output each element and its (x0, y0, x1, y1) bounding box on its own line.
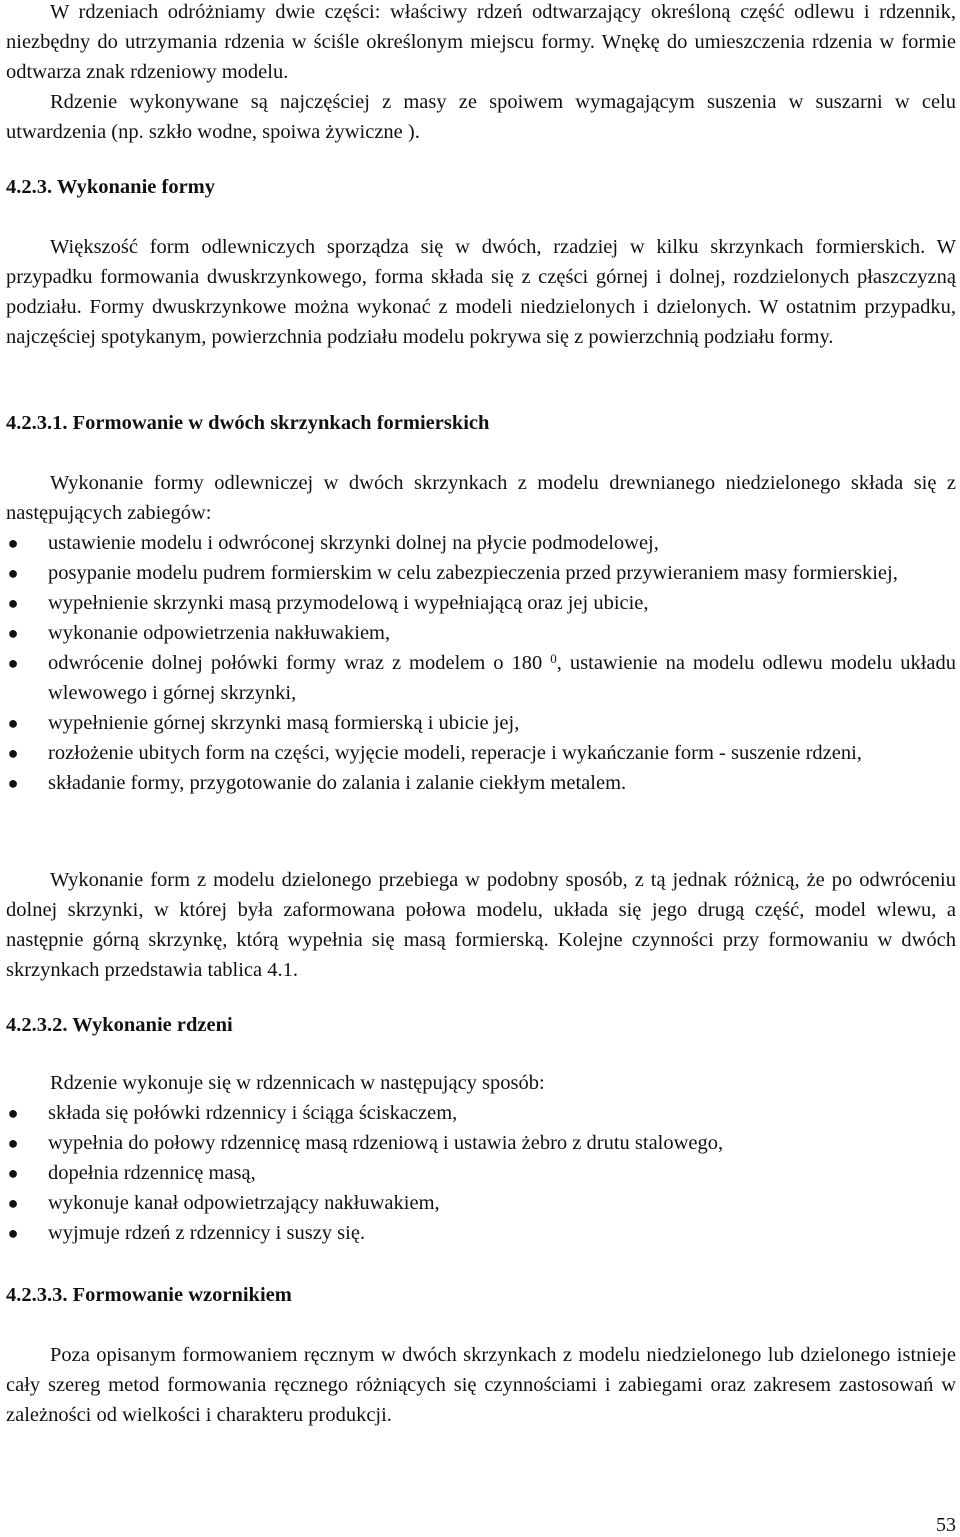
paragraph-cores-parts: W rdzeniach odróżniamy dwie części: właściwy rdzeń odtwarzający określoną część odlewu i rdzennik, niezbędny do utrzymania rdzenia w ściśle określonym miejscu formy. Wnękę do umieszczenia rdzenia w formie odtwarza znak rdzeniowy modelu. (6, 1, 956, 83)
degree-superscript: 0 (550, 651, 557, 666)
list-item: ● rozłożenie ubitych form na części, wyjęcie modeli, reperacje i wykańczanie form - suszenie rdzeni, (6, 738, 956, 768)
paragraph-cores-material: Rdzenie wykonywane są najczęściej z masy ze spoiwem wymagającym suszenia w suszarni w celu utwardzenia (np. szkło wodne, spoiwa żywiczne ). (6, 91, 956, 143)
bullet-icon: ● (7, 623, 19, 643)
list-item: ● wypełnienie górnej skrzynki masą formierską i ubicie jej, (6, 708, 956, 738)
list-item: ● wyjmuje rdzeń z rdzennicy i suszy się. (6, 1218, 956, 1248)
bullet-icon: ● (7, 743, 19, 763)
bullet-icon: ● (7, 1163, 19, 1183)
bullet-icon: ● (7, 593, 19, 613)
section-heading-4-2-3: 4.2.3. Wykonanie formy (6, 176, 215, 198)
list-item: ● posypanie modelu pudrem formierskim w celu zabezpieczenia przed przywieraniem masy formierskiej, (6, 558, 956, 588)
paragraph-mould-making: Większość form odlewniczych sporządza się w dwóch, rzadziej w kilku skrzynkach formierskich. W przypadku formowania dwuskrzynkowego, forma składa się z części górnej i dolnej, rozdzielonych płaszczyzną podziału. Formy dwuskrzynkowe można wykonać z modeli niedzielonych i dzielonych. W ostatnim przypadku, najczęściej spotykanym, powierzchnia podziału modelu pokrywa się z powierzchnią podziału formy. (6, 236, 956, 348)
moulding-steps-list (6, 528, 956, 798)
paragraph-two-box-moulding-intro: Wykonanie formy odlewniczej w dwóch skrzynkach z modelu drewnianego niedzielonego składa się z następujących zabiegów: (6, 472, 956, 524)
bullet-icon: ● (7, 1133, 19, 1153)
section-heading-4-2-3-2: 4.2.3.2. Wykonanie rdzeni (6, 1014, 233, 1036)
list-item: ● ustawienie modelu i odwróconej skrzynki dolnej na płycie podmodelowej, (6, 528, 956, 558)
bullet-icon: ● (7, 1193, 19, 1213)
bullet-icon: ● (7, 1103, 19, 1123)
list-item: ● wykonuje kanał odpowietrzający nakłuwakiem, (6, 1188, 956, 1218)
section-heading-4-2-3-3: 4.2.3.3. Formowanie wzornikiem (6, 1284, 292, 1306)
list-item: ● składa się połówki rdzennicy i ściąga ściskaczem, (6, 1098, 956, 1128)
list-item: ● wypełnia do połowy rdzennicę masą rdzeniową i ustawia żebro z drutu stalowego, (6, 1128, 956, 1158)
paragraph-template-moulding: Poza opisanym formowaniem ręcznym w dwóch skrzynkach z modelu niedzielonego lub dzielonego istnieje cały szereg metod formowania ręcznego różniących się czynnościami i zabiegami oraz zakresem zastosowań w zależności od wielkości i charakteru produkcji. (6, 1344, 956, 1426)
paragraph-split-model-moulding: Wykonanie form z modelu dzielonego przebiega w podobny sposób, z tą jednak różnicą, że po odwróceniu dolnej skrzynki, w której była zaformowana połowa modelu, układa się jego drugą część, model wlewu, a następnie górną skrzynkę, którą wypełnia się masą formierską. Kolejne czynności przy formowaniu w dwóch skrzynkach przedstawia tablica 4.1. (6, 869, 956, 981)
bullet-icon: ● (7, 1223, 19, 1243)
bullet-icon: ● (7, 773, 19, 793)
list-item: ● składanie formy, przygotowanie do zalania i zalanie ciekłym metalem. (6, 768, 956, 798)
bullet-icon: ● (7, 713, 19, 733)
bullet-icon: ● (7, 533, 19, 553)
page-number: 53 (936, 1514, 956, 1536)
list-item: ● odwrócenie dolnej połówki formy wraz z modelem o 180 $^0$, ustawienie na modelu odlewu modelu układu wlewowego i górnej skrzynki, (6, 648, 956, 708)
section-heading-4-2-3-1: 4.2.3.1. Formowanie w dwóch skrzynkach formierskich (6, 412, 490, 434)
list-item: ● dopełnia rdzennicę masą, (6, 1158, 956, 1188)
bullet-icon: ● (7, 653, 19, 673)
paragraph-core-making-intro: Rdzenie wykonuje się w rdzennicach w następujący sposób: (50, 1072, 545, 1094)
core-steps-list (6, 1098, 956, 1248)
list-item: ● wypełnienie skrzynki masą przymodelową i wypełniającą oraz jej ubicie, (6, 588, 956, 618)
bullet-icon: ● (7, 563, 19, 583)
list-item: ● wykonanie odpowietrzenia nakłuwakiem, (6, 618, 956, 648)
